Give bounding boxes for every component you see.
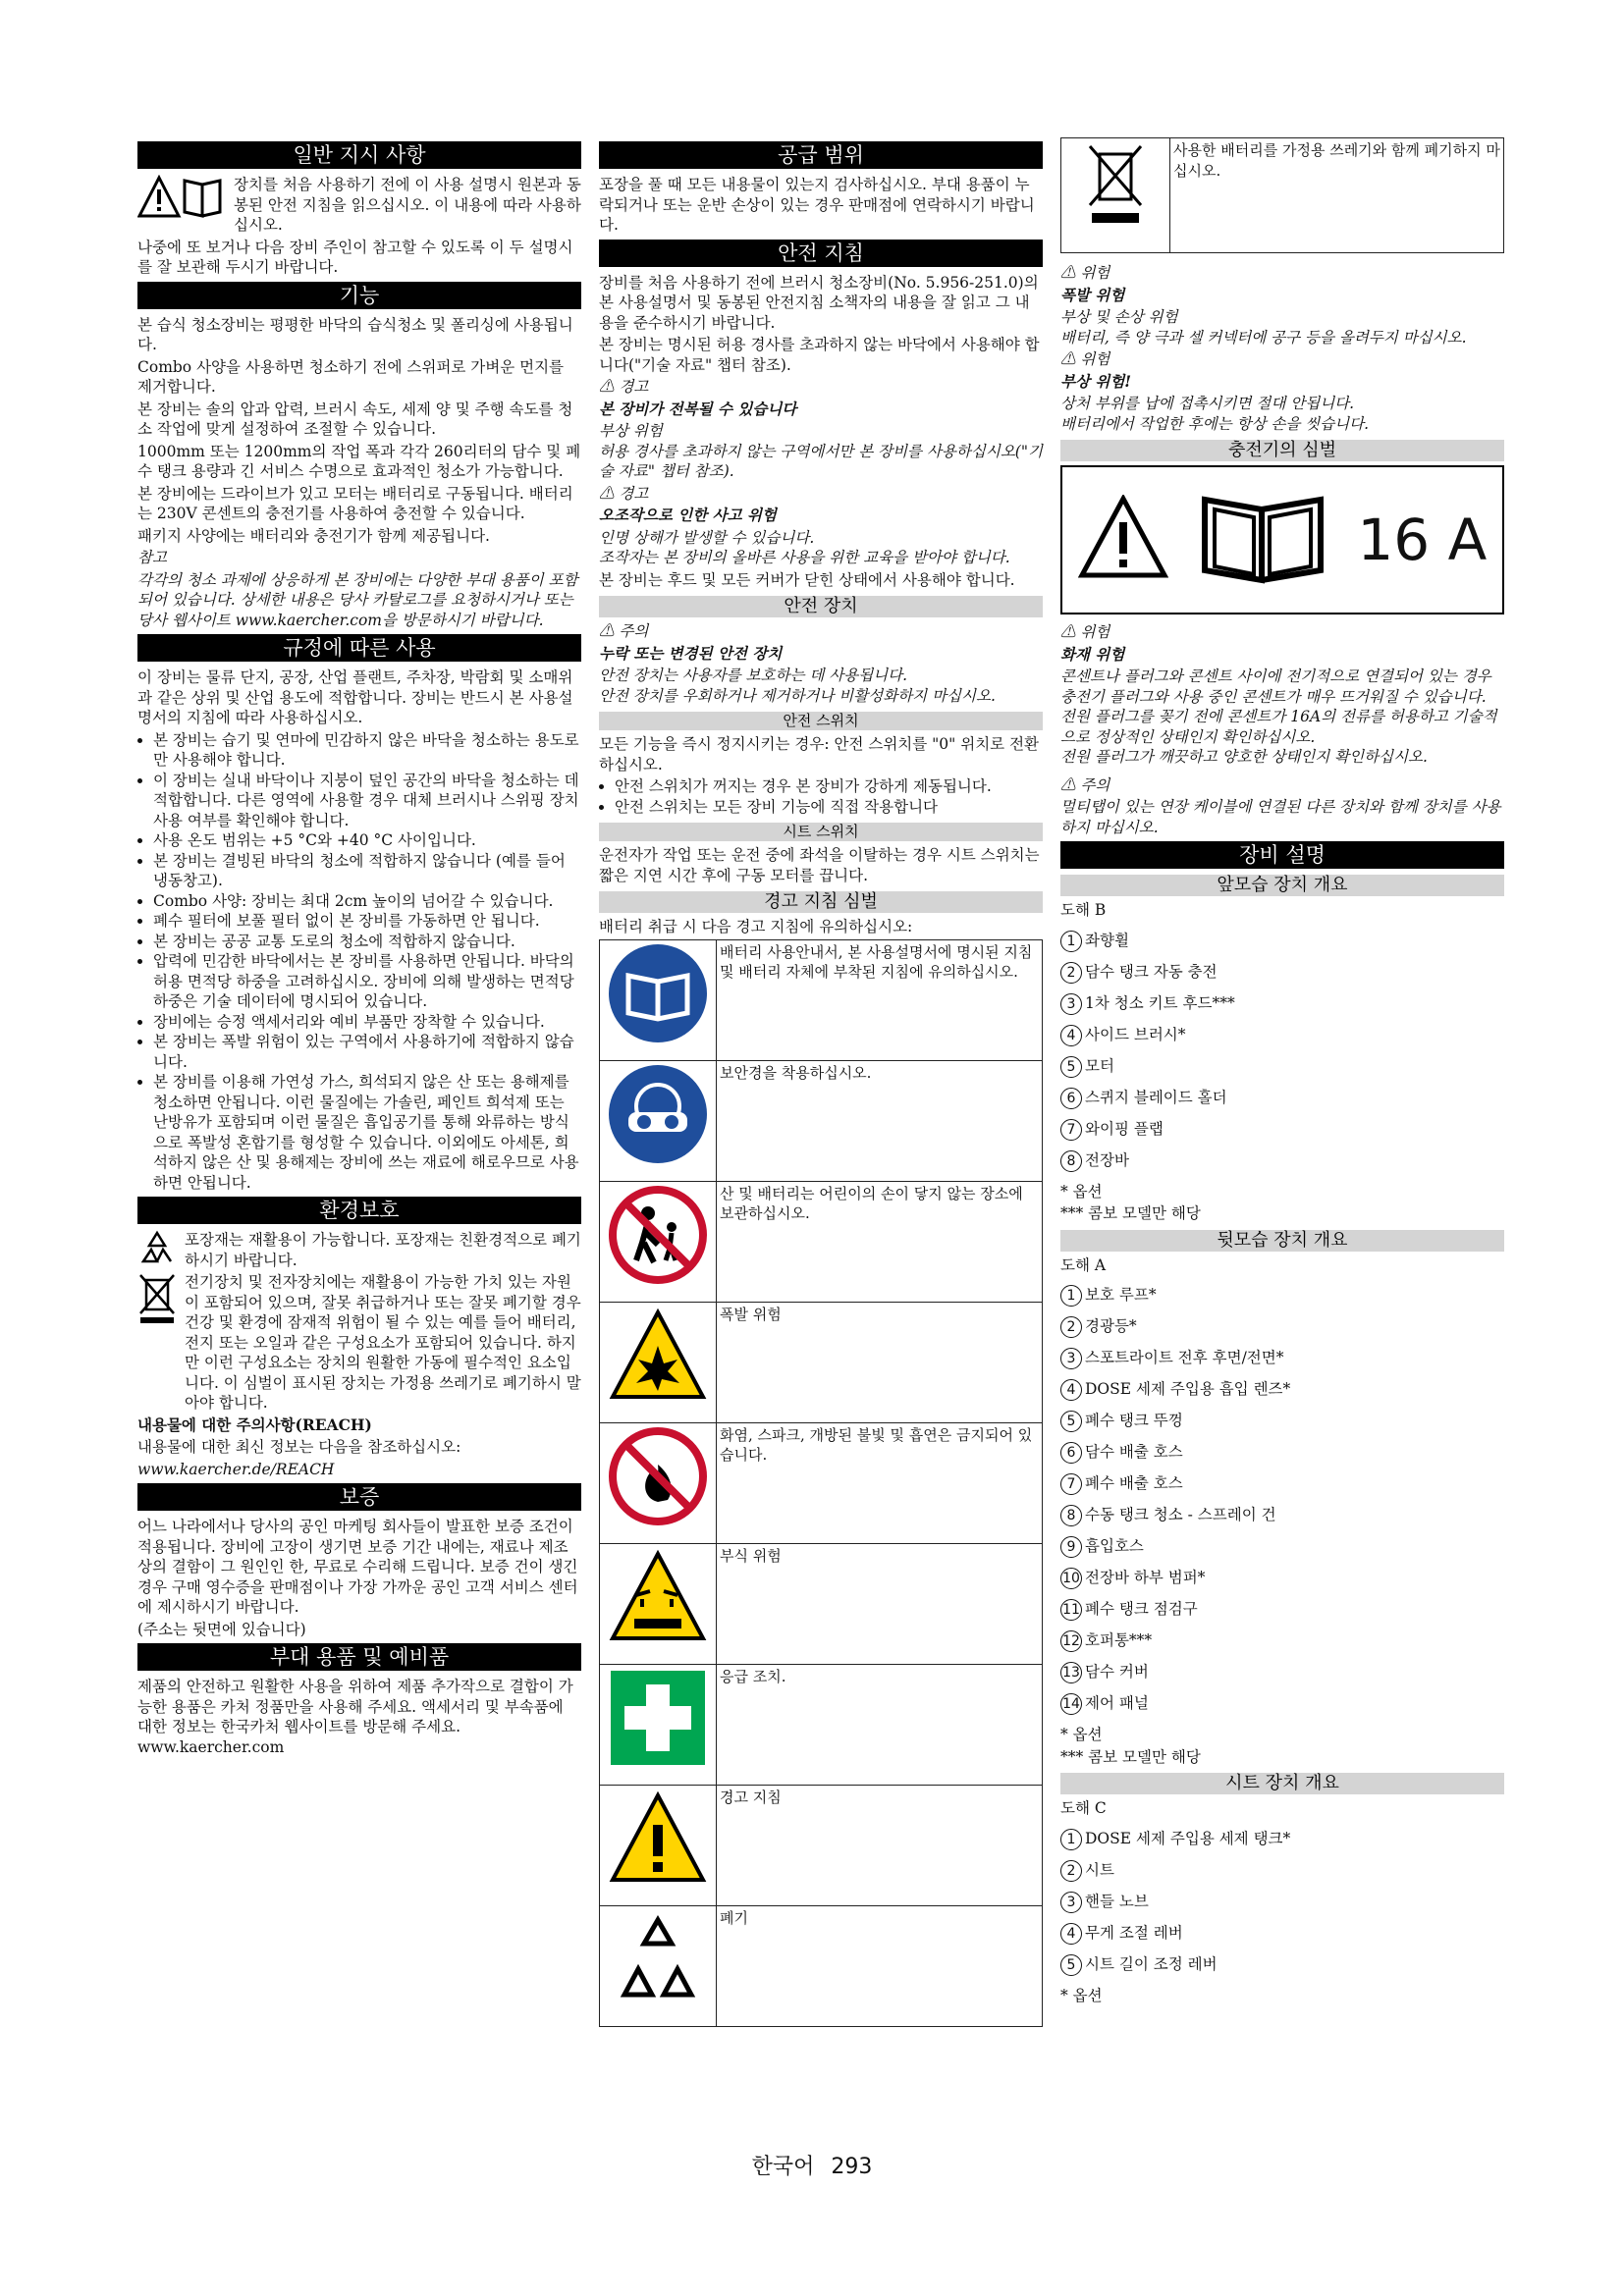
list-item: • 압력에 민감한 바닥에서는 본 장비를 사용하면 안됩니다. 바닥의 허용 면적당 하중을 고려하십시오. 장비에 의해 발생하는 면적당 하중은 기술 데이터에 명시되어 있습니다. — [153, 951, 581, 1012]
safety-p2: 본 장비는 명시된 허용 경사를 초과하지 않는 바닥에서 사용해야 합니다("기술 자료" 챕터 참조). — [599, 336, 1040, 374]
subsection-title-rear-view: 뒷모습 장치 개요 — [1060, 1230, 1504, 1252]
corrosive-icon — [600, 1543, 717, 1664]
function-p3: 본 장비는 솔의 압과 압력, 브러시 속도, 세제 양 및 주행 속도를 청소 작업에 맞게 설정하여 조절할 수 있습니다. — [137, 400, 573, 438]
danger-2-head: 부상 위험! — [1060, 371, 1132, 391]
intended-list — [137, 730, 581, 1194]
caution-head: 누락 또는 변경된 안전 장치 — [599, 643, 783, 663]
keep-children-away-icon — [600, 1181, 717, 1302]
danger-1-head: 폭발 위험 — [1060, 285, 1125, 304]
list-item: 5 모터 — [1060, 1056, 1504, 1078]
warning-symbols-table — [599, 939, 1043, 2027]
table-row — [600, 939, 1043, 1060]
scope-p1: 포장을 풀 때 모든 내용물이 있는지 검사하십시오. 부대 용품이 누락되거나 또는 운반 손상이 있는 경우 판매점에 연락하시기 바랍니다. — [599, 176, 1035, 234]
safety-p3: 본 장비는 후드 및 모든 커버가 닫힌 상태에서 사용해야 합니다. — [599, 570, 1015, 589]
function-p1: 본 습식 청소장비는 평평한 바닥의 습식청소 및 폴리싱에 사용됩니다. — [137, 315, 573, 353]
section-title-safety: 안전 지침 — [599, 240, 1043, 267]
list-item: 1 DOSE 세제 주입용 세제 탱크* — [1060, 1829, 1504, 1850]
recycle-icon — [137, 1230, 177, 1271]
list-item: • 이 장비는 실내 바닥이나 지붕이 덮인 공간의 바닥을 청소하는 데 적합합니다. 다른 영역에 사용할 경우 대체 브러시나 스위핑 장치 사용 여부를 확인해야 합니다. — [153, 771, 581, 831]
symbol-text: 부식 위험 — [717, 1543, 1043, 1664]
subsection-title-seat: 시트 장치 개요 — [1060, 1773, 1504, 1794]
danger-3-head: 화재 위험 — [1060, 644, 1125, 664]
list-item: 3 스포트라이트 전후 후면/전면* — [1060, 1348, 1504, 1369]
general-p1: 장치를 처음 사용하기 전에 이 사용 설명시 원본과 동봉된 안전 지침을 읽으십시오. 이 내용에 따라 사용하십시오. — [234, 176, 581, 234]
list-item: • 안전 스위치는 모든 장비 기능에 직접 작용합니다 — [615, 797, 1043, 818]
charger-symbols-box — [1060, 465, 1504, 614]
general-intro — [137, 175, 581, 238]
symbol-text: 폐기 — [717, 1905, 1043, 2026]
column-3 — [1060, 137, 1504, 2007]
symbol-text: 경고 지침 — [717, 1785, 1043, 1905]
list-item: • 안전 스위치가 꺼지는 경우 본 장비가 강하게 제동됩니다. — [615, 776, 1043, 797]
footnote: * 옵션 — [1060, 1986, 1103, 2004]
language-label: 한국어 — [751, 2155, 815, 2179]
figure-label: 도해 C — [1060, 1799, 1107, 1817]
list-item: 2 담수 탱크 자동 충전 — [1060, 962, 1504, 984]
subsection-title-warning-symbols: 경고 지침 심벌 — [599, 891, 1043, 913]
small-warning-icon: ⚠ — [599, 622, 620, 640]
list-item: 2 시트 — [1060, 1860, 1504, 1882]
warning-2-label: ⚠ 경고 — [599, 484, 649, 503]
list-item: • 본 장비는 폭발 위험이 있는 구역에서 사용하기에 적합하지 않습니다. — [153, 1032, 581, 1072]
small-warning-icon: ⚠ — [1060, 350, 1081, 368]
list-item: • 본 장비는 공공 교통 도로의 청소에 적합하지 않습니다. — [153, 932, 581, 952]
danger-2-label: ⚠ 위험 — [1060, 350, 1110, 368]
column-2 — [599, 137, 1043, 2027]
list-item: • 본 장비를 이용해 가연성 가스, 희석되지 않은 산 또는 용해제를 청소하면 안됩니다. 이런 물질에는 가솔린, 페인트 희석제 또는 난방유가 포함되며 이런 물질은 흡입공기를 통해 와류하는 방식으로 폭발성 혼합기를 형성할 수 있습니다. 이외에도 아세톤, 희석하지 않은 산 및 용해제는 장비에 쓰는 재료에 해로우므로 사용하면 안됩니다. — [153, 1072, 581, 1193]
list-item: • 사용 온도 범위는 +5 °C와 +40 °C 사이입니다. — [153, 830, 581, 851]
list-item: 7 와이핑 플랩 — [1060, 1119, 1504, 1141]
table-row — [600, 1181, 1043, 1302]
list-item: 6 스퀴지 블레이드 홀더 — [1060, 1088, 1504, 1109]
symbol-text: 폭발 위험 — [717, 1302, 1043, 1422]
reach-text: 내용물에 대한 최신 정보는 다음을 참조하십시오: — [137, 1438, 461, 1456]
list-item: 1 보호 루프* — [1060, 1285, 1504, 1307]
danger-1-text: 부상 및 손상 위험 배터리, 즉 양 극과 셀 커넥터에 공구 등을 올려두지 마십시오. — [1060, 308, 1467, 347]
safety-p1: 장비를 처음 사용하기 전에 브러시 청소장비(No. 5.956-251.0)의 본 사용설명서 및 동봉된 안전지침 소책자의 내용을 잘 읽고 그 내용을 준수하시기 바랍니다. — [599, 273, 1039, 332]
function-p5: 본 장비에는 드라이브가 있고 모터는 배터리로 구동됩니다. 배터리는 230V 콘센트의 충전기를 사용하여 충전할 수 있습니다. — [137, 484, 573, 522]
safety-switch-p1: 모든 기능을 즉시 정지시키는 경우: 안전 스위치를 "0" 위치로 전환하십시오. — [599, 735, 1040, 774]
list-item: 8 전장바 — [1060, 1150, 1504, 1172]
accessories-p1: 제품의 안전하고 원활한 사용을 위하여 제품 추가작으로 결합이 가능한 용품은 카처 정품만을 사용해 주세요. 액세서리 및 부속품에 대한 정보는 한국카처 웹사이트를 방문해 주세요. www.kaercher.com — [137, 1678, 573, 1756]
list-item: • 본 장비는 결빙된 바닥의 청소에 적합하지 않습니다 (예를 들어 냉동창고). — [153, 851, 581, 891]
list-item: 3 1차 청소 키트 후드*** — [1060, 993, 1504, 1015]
subsection-title-charger-symbols: 충전기의 심벌 — [1060, 440, 1504, 461]
section-title-warranty: 보증 — [137, 1483, 581, 1511]
table-row — [600, 1422, 1043, 1543]
table-row — [600, 1302, 1043, 1422]
manual-icon — [600, 939, 717, 1060]
intended-p1: 이 장비는 물류 단지, 공장, 산업 플랜트, 주차장, 박람회 및 소매위과 같은 상위 및 산업 용도에 적합합니다. 장비는 반드시 본 사용설명서의 지침에 따라 사용하십시오. — [137, 668, 573, 726]
env-p1: 포장재는 재활용이 가능합니다. 포장재는 친환경적으로 폐기하시기 바랍니다. — [185, 1231, 581, 1269]
reach-url[interactable]: www.kaercher.de/REACH — [137, 1460, 335, 1478]
section-title-general: 일반 지시 사항 — [137, 141, 581, 169]
page-footer — [0, 2150, 1624, 2180]
danger-3-text: 콘센트나 플러그와 콘센트 사이에 전기적으로 연결되어 있는 경우 충전기 플러그와 사용 중인 콘센트가 매우 뜨거워질 수 있습니다. 전원 플러그를 꽂기 전에 콘센트가 16A의 전류를 허용하고 기술적으로 정상적인 상태인지 확인하십시오. 전원 플러그가 깨끗하고 양호한 상태인지 확인하십시오. — [1060, 667, 1497, 766]
battery-disposal-box — [1060, 137, 1504, 253]
safety-switch-list — [599, 776, 1043, 817]
battery-disposal-text: 사용한 배터리를 가정용 쓰레기와 함께 폐기하지 마십시오. — [1170, 138, 1504, 253]
manual-icon — [1199, 488, 1326, 592]
explosion-icon — [600, 1302, 717, 1422]
subsection-title-front-view: 앞모습 장치 개요 — [1060, 875, 1504, 896]
warning-1-text: 부상 위험 허용 경사를 초과하지 않는 구역에서만 본 장비를 사용하십시오("기술 자료" 챕터 참조). — [599, 422, 1043, 480]
figure-label: 도해 A — [1060, 1255, 1107, 1274]
list-item: • Combo 사양: 장비는 최대 2cm 높이의 넘어갈 수 있습니다. — [153, 891, 581, 912]
section-title-scope: 공급 범위 — [599, 141, 1043, 169]
list-item: 2 경광등* — [1060, 1316, 1504, 1338]
subsection-title-safety-devices: 안전 장치 — [599, 596, 1043, 617]
warning-manual-icon — [137, 175, 226, 226]
list-item: 3 핸들 노브 — [1060, 1892, 1504, 1913]
section-title-description: 장비 설명 — [1060, 841, 1504, 869]
reach-title: 내용물에 대한 주의사항(REACH) — [137, 1415, 372, 1434]
warranty-p2: (주소는 뒷면에 있습니다) — [137, 1620, 306, 1638]
list-item: 1 좌향휠 — [1060, 931, 1504, 952]
small-warning-icon: ⚠ — [599, 484, 620, 503]
symbol-text: 보안경을 착용하십시오. — [717, 1060, 1043, 1181]
list-item: 6 담수 배출 호스 — [1060, 1442, 1504, 1464]
section-title-intended-use: 규정에 따른 사용 — [137, 634, 581, 662]
list-item: 10 전장바 하부 범퍼* — [1060, 1568, 1504, 1589]
list-item: 4 무게 조절 레버 — [1060, 1923, 1504, 1945]
footnote: * 옵션 — [1060, 1182, 1103, 1201]
table-row — [600, 1543, 1043, 1664]
function-note: 각각의 청소 과제에 상응하게 본 장비에는 다양한 부대 용품이 포함되어 있습니다. 상세한 내용은 당사 카탈로그를 요청하시거나 또는 당사 웹사이트 www.kaercher.com을 방문하시기 바랍니다. — [137, 570, 578, 629]
small-warning-icon: ⚠ — [1060, 623, 1081, 641]
env-packaging — [137, 1230, 581, 1272]
list-item: 5 폐수 탱크 뚜껑 — [1060, 1411, 1504, 1432]
warning-1-head: 본 장비가 전복될 수 있습니다 — [599, 399, 797, 418]
caution-label: ⚠ 주의 — [599, 622, 649, 640]
section-title-function: 기능 — [137, 282, 581, 309]
small-warning-icon: ⚠ — [1060, 264, 1081, 282]
warning-symbols-intro: 배터리 취급 시 다음 경고 지침에 유의하십시오: — [599, 918, 913, 935]
table-row — [600, 1664, 1043, 1785]
danger-1-label: ⚠ 위험 — [1060, 264, 1110, 282]
figure-label: 도해 B — [1060, 901, 1107, 919]
symbol-text: 산 및 배터리는 어린이의 손이 닿지 않는 장소에 보관하십시오. — [717, 1181, 1043, 1302]
subsection-title-seat-switch: 시트 스위치 — [599, 823, 1043, 841]
list-item: 11 폐수 탱크 점검구 — [1060, 1599, 1504, 1621]
footnote: *** 콤보 모델만 해당 — [1060, 1747, 1201, 1766]
section-title-accessories: 부대 용품 및 예비품 — [137, 1643, 581, 1671]
column-1 — [137, 137, 581, 1759]
small-warning-icon: ⚠ — [1060, 775, 1081, 794]
warning-icon — [600, 1785, 717, 1905]
seat-switch-p1: 운전자가 작업 또는 운전 중에 좌석을 이탈하는 경우 시트 스위치는 짧은 지연 시간 후에 구동 모터를 끕니다. — [599, 846, 1040, 884]
goggles-icon — [600, 1060, 717, 1181]
list-item: 4 사이드 브러시* — [1060, 1025, 1504, 1046]
table-row — [600, 1060, 1043, 1181]
caution-label: ⚠ 주의 — [1060, 775, 1110, 794]
function-p6: 패키지 사양에는 배터리와 충전기가 함께 제공됩니다. — [137, 526, 490, 545]
current-rating: 16 A — [1357, 506, 1488, 573]
list-item: • 폐수 필터에 보풀 필터 없이 본 장비를 가동하면 안 됩니다. — [153, 911, 581, 932]
crossed-bin-icon — [1061, 138, 1170, 253]
no-fire-icon — [600, 1422, 717, 1543]
list-item: 8 수동 탱크 청소 - 스프레이 건 — [1060, 1505, 1504, 1526]
table-row — [600, 1905, 1043, 2026]
page-number: 293 — [831, 2155, 873, 2179]
list-item: • 본 장비는 습기 및 연마에 민감하지 않은 바닥을 청소하는 용도로만 사용해야 합니다. — [153, 730, 581, 771]
footnote: * 옵션 — [1060, 1726, 1103, 1743]
symbol-text: 배터리 사용안내서, 본 사용설명서에 명시된 지침 및 배터리 자체에 부착된 지침에 유의하십시오. — [717, 939, 1043, 1060]
section-title-environment: 환경보호 — [137, 1197, 581, 1224]
list-item: • 장비에는 승정 액세서리와 예비 부품만 장착할 수 있습니다. — [153, 1012, 581, 1033]
crossed-bin-icon — [137, 1272, 177, 1331]
list-item: 9 흡입호스 — [1060, 1536, 1504, 1558]
list-item: 5 시트 길이 조정 레버 — [1060, 1954, 1504, 1976]
list-item: 14 제어 패널 — [1060, 1693, 1504, 1715]
symbol-text: 응급 조치. — [717, 1664, 1043, 1785]
subsection-title-safety-switch: 안전 스위치 — [599, 712, 1043, 730]
danger-3-label: ⚠ 위험 — [1060, 623, 1110, 641]
warning-1-label: ⚠ 경고 — [599, 378, 649, 396]
warranty-p1: 어느 나라에서나 당사의 공인 마케팅 회사들이 발표한 보증 조건이 적용됩니다. 장비에 고장이 생기면 보증 기간 내에는, 재료나 제조 상의 결함이 그 원인인 한, 무료로 수리해 드립니다. 보증 건이 생긴 경우 구매 영수증을 판매점이나 가장 가까운 공인 고객 서비스 센터에 제시하시기 바랍니다. — [137, 1518, 578, 1616]
function-p2: Combo 사양을 사용하면 청소하기 전에 스위퍼로 가벼운 먼지를 제거합니다. — [137, 357, 565, 396]
caution-text: 안전 장치는 사용자를 보호하는 데 사용됩니다. 안전 장치를 우회하거나 제거하거나 비활성화하지 마십시오. — [599, 667, 996, 705]
note-label: 참고 — [137, 549, 167, 566]
warning-2-text: 인명 상해가 발생할 수 있습니다. 조작자는 본 장비의 올바른 사용을 위한 교육을 받아야 합니다. — [599, 528, 1010, 566]
function-p4: 1000mm 또는 1200mm의 작업 폭과 각각 260리터의 담수 및 폐수 탱크 용량과 긴 서비스 수명으로 효과적인 청소가 가능합니다. — [137, 442, 581, 480]
general-p2: 나중에 또 보거나 다음 장비 주인이 참고할 수 있도록 이 두 설명시를 잘 보관해 두시기 바랍니다. — [137, 238, 573, 276]
list-item: 13 담수 커버 — [1060, 1662, 1504, 1683]
list-item: 4 DOSE 세제 주입용 흡입 렌즈* — [1060, 1379, 1504, 1401]
symbol-text: 화염, 스파크, 개방된 불빛 및 흡연은 금지되어 있습니다. — [717, 1422, 1043, 1543]
warning-2-head: 오조작으로 인한 사고 위험 — [599, 506, 777, 524]
table-row — [600, 1785, 1043, 1905]
recycle-icon — [600, 1905, 717, 2026]
env-p2: 전기장치 및 전자장치에는 재활용이 가능한 가치 있는 자원이 포함되어 있으며, 잘못 취급하거나 또는 잘못 폐기할 경우 건강 및 환경에 잠재적 위험이 될 수 있는 예를 들어 배터리, 전지 또는 오일과 같은 구성요소가 포함되어 있습니다. 하지만 이런 구성요소는 장치의 원활한 가동에 필수적인 요소입니다. 이 심벌이 표시된 장치는 가정용 쓰레기로 폐기하시 말아야 합니다. — [185, 1273, 581, 1412]
first-aid-icon — [600, 1664, 717, 1785]
env-weee — [137, 1272, 581, 1415]
footnote: *** 콤보 모델만 해당 — [1060, 1204, 1201, 1222]
list-item: 7 폐수 배출 호스 — [1060, 1473, 1504, 1495]
warning-icon — [1078, 495, 1168, 585]
small-warning-icon: ⚠ — [599, 378, 620, 396]
danger-2-text: 상처 부위를 납에 접촉시키면 절대 안됩니다. 배터리에서 작업한 후에는 항상 손을 씻습니다. — [1060, 395, 1370, 433]
list-item: 12 호퍼통*** — [1060, 1630, 1504, 1652]
caution-text: 멀티탭이 있는 연장 케이블에 연결된 다른 장치와 함께 장치를 사용하지 마십시오. — [1060, 798, 1501, 836]
